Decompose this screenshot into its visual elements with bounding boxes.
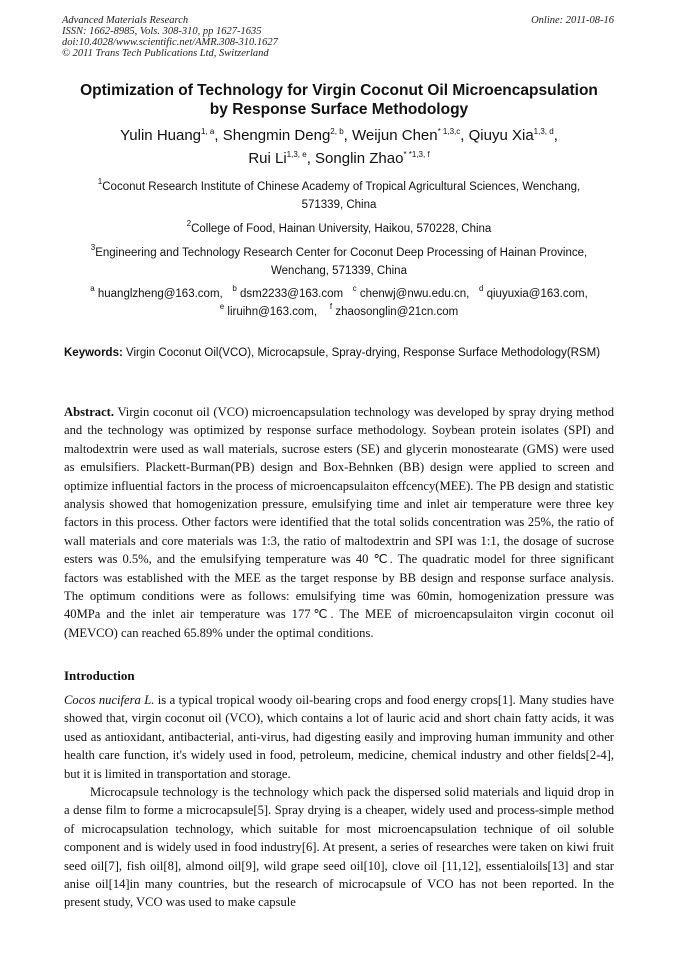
journal-name: Advanced Materials Research [62, 15, 189, 26]
email-address[interactable]: dsm2233@163.com [239, 288, 344, 300]
paragraph-text: is a typical tropical woody oil-bearing crops and food energy crops[1]. Many studies have showed that, virgin coconut oil (VCO), which contains a lot of lauric acid and short chain fatty acids, it was used as antioxidant, antibacterial, anti-virus, had digesting easily and improving human immunity and other health care function, it's widely used in food, petroleum, medicine, chemical industry and other fields[2-4], but it is limited in transportation and storage. [64, 693, 615, 781]
email-address[interactable]: huanglzheng@163.com, [97, 288, 223, 300]
abstract-text: Virgin coconut oil (VCO) microencapsulation technology was developed by spray drying method and the technology was optimized by response surface methodology. Soybean protein isolates (SPI) and maltodextrin were used as wall materials, sucrose esters (SE) and glycerin monostearate (GMS) were used as emulsifiers. Plackett-Burman(PB) design and Box-Behnken (BB) design were applied to screen and optimize influential factors in the process of microencapsulaiton effcency(MEE). The PB design and statistic analysis showed that homogenization pressure, emulsifying time and inlet air temperature were three key factors in this process. Other factors were identified that the total solids concentration was 25%, the ratio of wall materials and core materials was 1:3, the ratio of maltodextrin and SPI was 1:1, the dosage of sucrose esters was 0.5%, and the emulsifying temperature was 40 ℃. The quadratic model for three significant factors was established with the MEE as the target response by BB design and response surface analysis. The optimum conditions were as follows: emulsifying time was 60min, homogenization pressure was 40MPa and the inlet air temperature was 177℃. The MEE of microencapsulaiton virgin coconut oil (MEVCO) can reached 65.89% under the optimal conditions. [64, 405, 615, 640]
email-address[interactable]: chenwj@nwu.edu.cn, [359, 288, 470, 300]
online-date: Online: 2011-08-16 [531, 15, 614, 26]
affil-text: 571339, China [301, 199, 377, 211]
doi-line: doi:10.4028/www.scientific.net/AMR.308-310.1627 [62, 37, 278, 48]
affil-mark: 3 [90, 243, 96, 252]
email-address[interactable]: qiuyuxia@163.com, [486, 288, 588, 300]
keywords-label: Keywords: [64, 347, 123, 359]
species-name: Cocos nucifera L. [64, 693, 155, 707]
affil-mark: 1 [97, 177, 103, 186]
issn-line: ISSN: 1662-8985, Vols. 308-310, pp 1627-1635 [62, 26, 262, 37]
introduction-body [64, 691, 614, 912]
paper-title [40, 81, 638, 119]
intro-paragraph-1 [64, 691, 614, 783]
author-affil-mark: 2, b [330, 127, 344, 136]
affiliation-1 [48, 178, 630, 214]
author-line-2: Rui Li$^{1,3, e}$, Songlin Zhao$^{* *1,3, f}$ [248, 150, 430, 167]
abstract-block [64, 403, 614, 642]
author-affil-mark: * *1,3, f [403, 150, 430, 159]
introduction-heading: Introduction [64, 668, 135, 683]
email-mark: a [90, 284, 95, 293]
email-mark: d [478, 284, 484, 293]
affil-mark: 2 [186, 219, 192, 228]
author-name: Songlin Zhao [315, 150, 404, 167]
affil-text: Coconut Research Institute of Chinese Academy of Tropical Agricultural Sciences, Wenchang, [102, 181, 581, 193]
email-mark: e [219, 302, 225, 311]
email-mark: f [329, 302, 333, 311]
keywords-block [64, 344, 614, 362]
email-mark: c [352, 284, 357, 293]
author-name: Shengmin Deng [222, 127, 331, 144]
author-affil-mark: * 1,3,c [437, 127, 461, 136]
abstract-label: Abstract. [64, 405, 115, 419]
affil-text: Engineering and Technology Research Center for Coconut Deep Processing of Hainan Province, [95, 247, 588, 259]
intro-paragraph-2: Microcapsule technology is the technology which pack the dispersed solid materials and liquid drop in a dense film to forme a microcapsule[5]. Spray drying is a cheaper, widely used and process-simple method of microcapsulation technology, which suitable for most microencapsulation technique of oil soluble component and is widely used in food industry[6]. At present, a series of researches were taken on kiwi fruit seed oil[7], fish oil[8], almond oil[9], wild grape seed oil[10], clove oil [11,12], essentialoils[13] and star anise oil[14]in many countries, but the research of microcapsule of VCO has not been reported. In the present study, VCO was used to make capsule [64, 785, 614, 910]
email-list [48, 285, 630, 321]
title-line-1: Optimization of Technology for Virgin Coconut Oil Microencapsulation [80, 82, 598, 99]
title-line-2: by Response Surface Methodology [209, 101, 469, 118]
author-affil-mark: 1,3, e [286, 150, 307, 159]
keywords-text: Virgin Coconut Oil(VCO), Microcapsule, Spray-drying, Response Surface Methodology(RSM) [126, 347, 601, 359]
author-affil-mark: 1, a [201, 127, 215, 136]
affil-text: Wenchang, 571339, China [271, 265, 407, 277]
affil-text: College of Food, Hainan University, Haikou, 570228, China [191, 223, 492, 235]
author-list [40, 124, 638, 170]
journal-header [62, 15, 278, 59]
author-name: Rui Li [248, 150, 287, 167]
author-name: Yulin Huang [120, 127, 202, 144]
email-mark: b [232, 284, 237, 293]
author-name: Qiuyu Xia [468, 127, 534, 144]
author-line-1: Yulin Huang$^{1, a}$, Shengmin Deng$^{2, b}$, Weijun Chen$^{* 1,3,c}$, Qiuyu Xia$^{1,3, d}$, [120, 127, 558, 144]
affiliation-2 [48, 220, 630, 238]
author-affil-mark: 1,3, d [533, 127, 554, 136]
email-address[interactable]: zhaosonglin@21cn.com [335, 306, 459, 318]
author-name: Weijun Chen [351, 127, 438, 144]
email-address[interactable]: liruihn@163.com, [227, 306, 318, 318]
copyright-line: © 2011 Trans Tech Publications Ltd, Switzerland [62, 48, 269, 59]
affiliation-3 [48, 244, 630, 280]
